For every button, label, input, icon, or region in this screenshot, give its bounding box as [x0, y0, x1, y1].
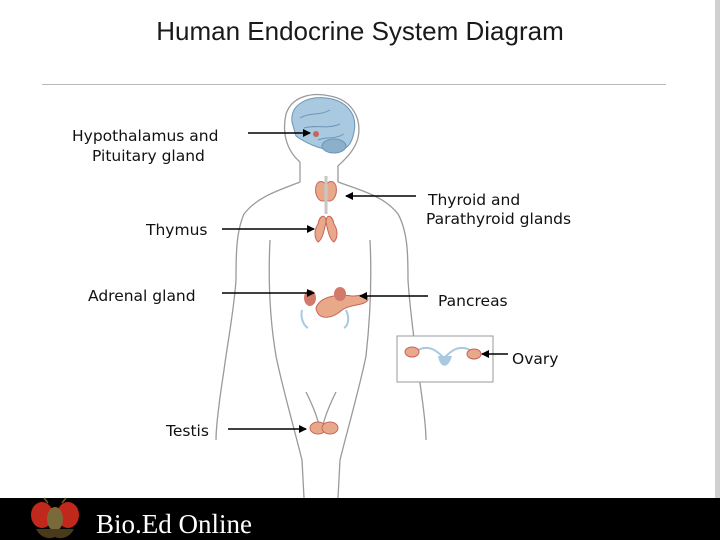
thymus-illustration — [315, 216, 337, 242]
ovary-inset — [397, 336, 493, 382]
label-thyroid-line2: Parathyroid glands — [426, 210, 572, 228]
label-testis: Testis — [166, 422, 209, 440]
label-thyroid-line1: Thyroid and — [428, 191, 521, 209]
diagram-title: Human Endocrine System Diagram — [156, 16, 564, 46]
fruit-fly-logo-icon — [26, 497, 84, 540]
thyroid-illustration — [316, 176, 337, 214]
label-ovary: Ovary — [512, 350, 559, 368]
label-hypothalamus-line2: Pituitary gland — [92, 147, 205, 165]
label-adrenal: Adrenal gland — [88, 287, 196, 305]
footer-brand-text: Bio.Ed Online — [96, 509, 252, 539]
label-thymus: Thymus — [146, 221, 208, 239]
pointer-arrows — [222, 133, 508, 429]
brain-illustration — [292, 98, 355, 153]
label-pancreas: Pancreas — [438, 292, 508, 310]
testis-illustration — [310, 422, 338, 434]
label-hypothalamus-line1: Hypothalamus and — [72, 127, 219, 145]
